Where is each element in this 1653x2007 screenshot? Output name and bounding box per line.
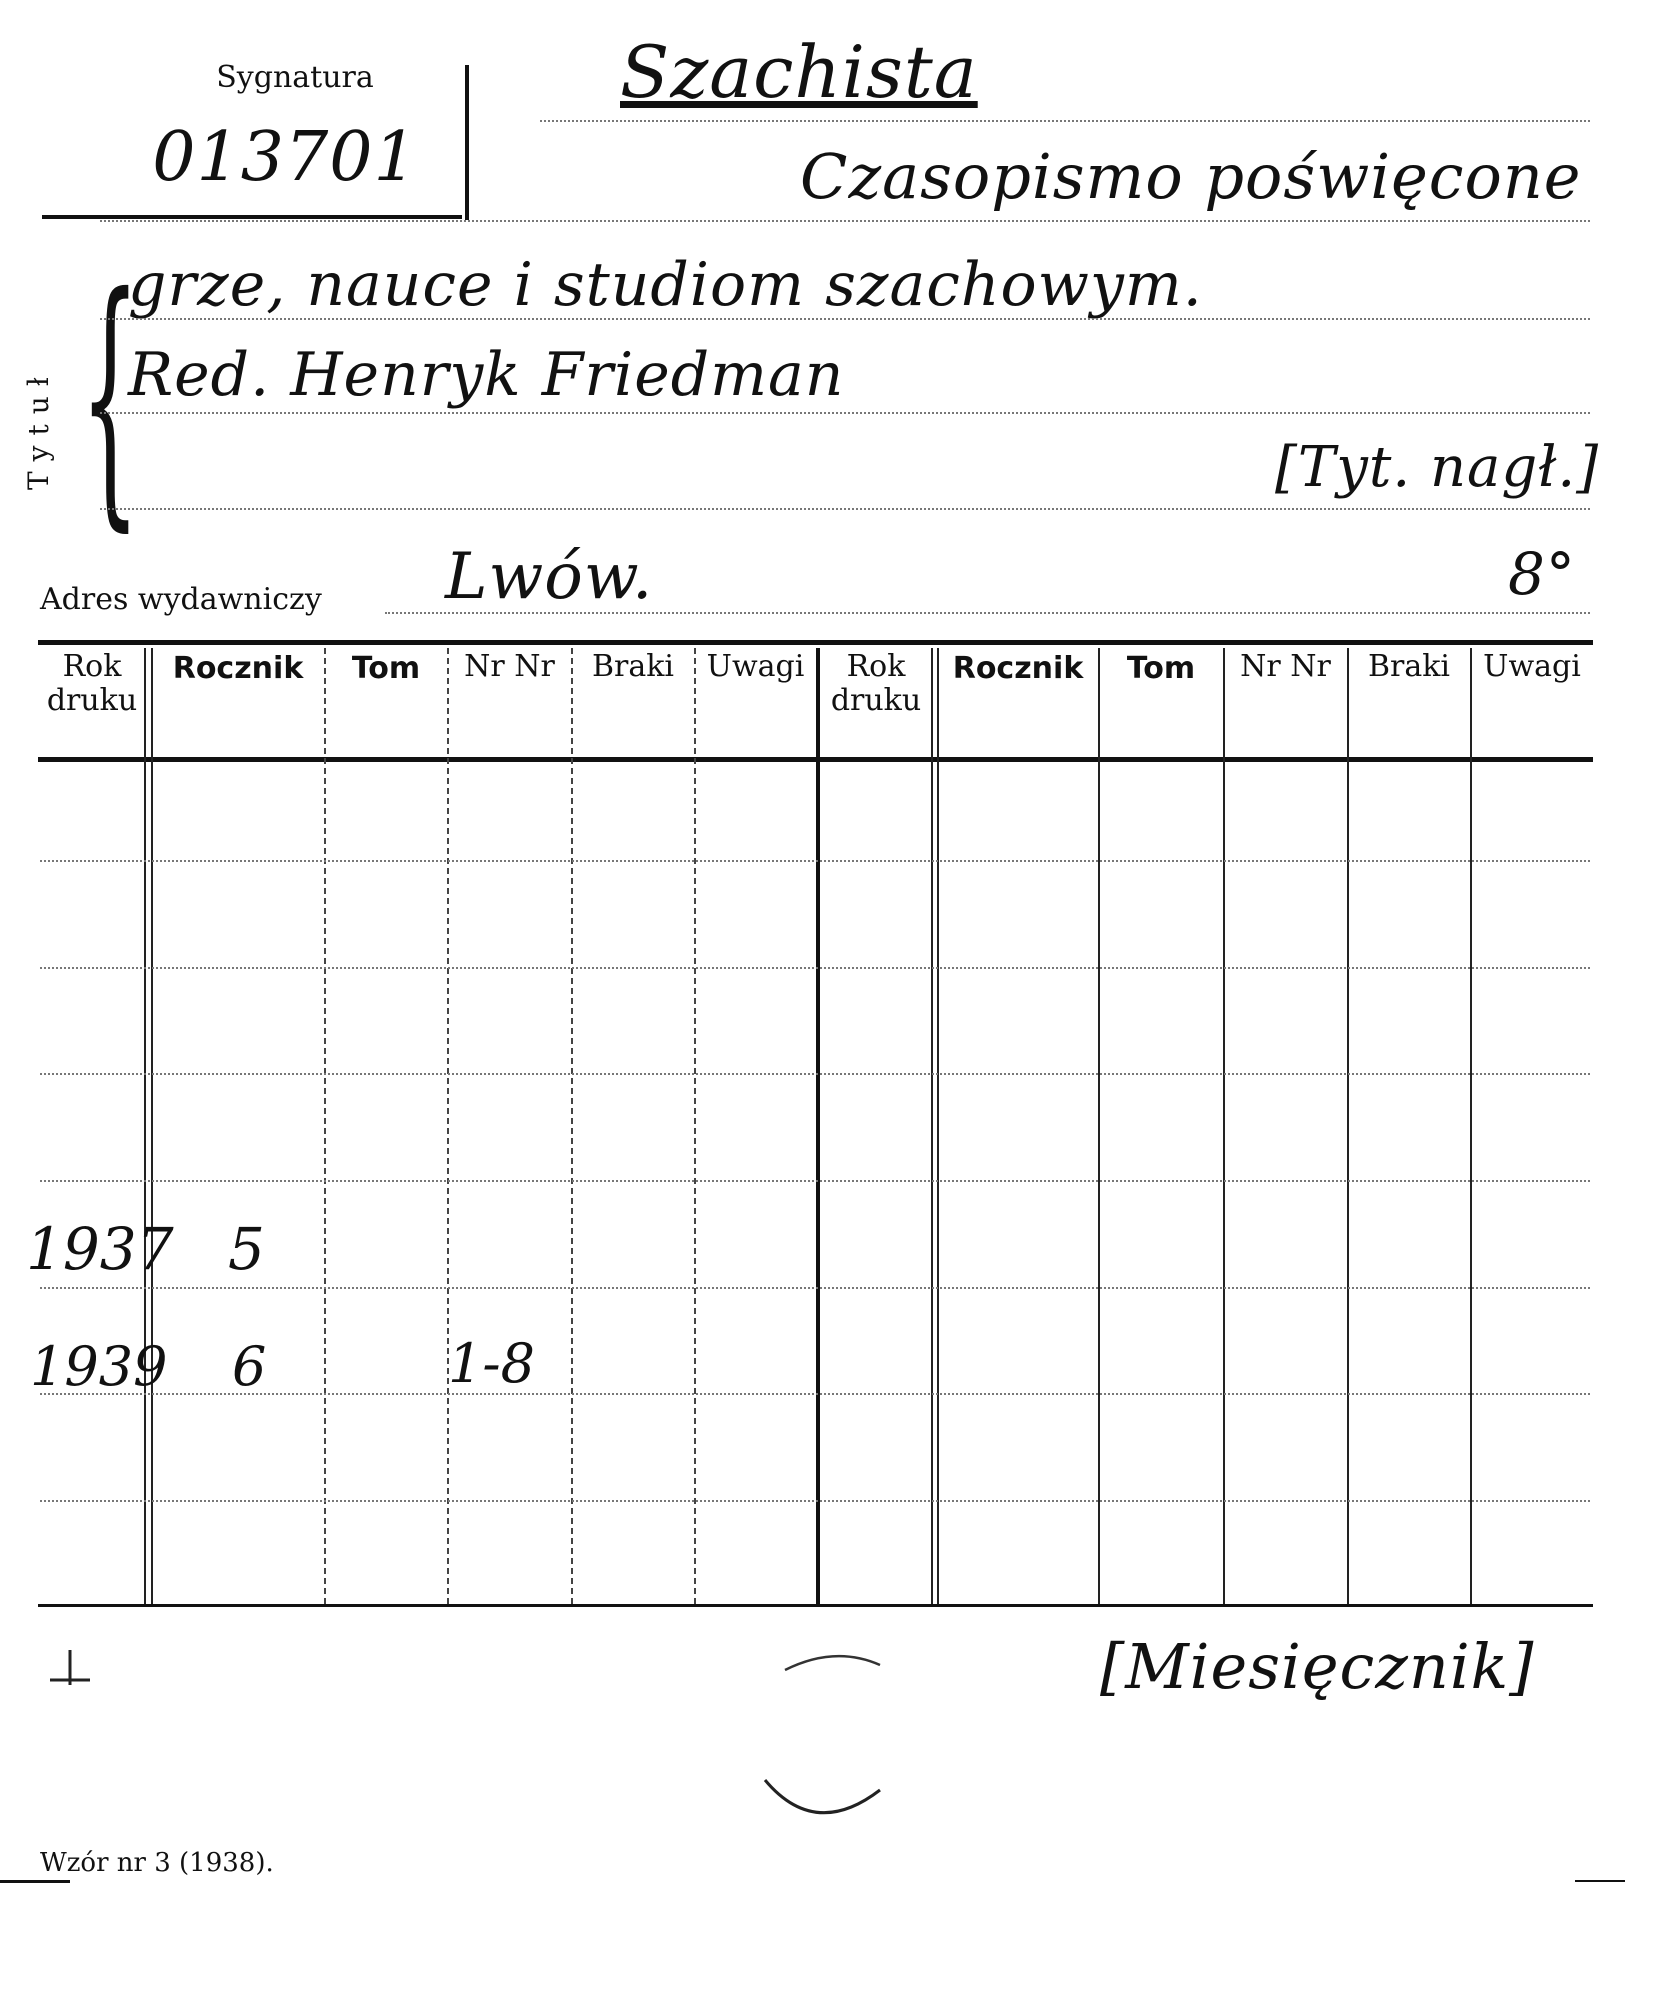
- row-1-volume: 5: [228, 1215, 265, 1283]
- table-bottom-rule: [38, 1604, 1593, 1607]
- row-2-numbers: 1-8: [448, 1332, 535, 1395]
- header-uwagi-left: Uwagi: [706, 649, 805, 684]
- title-dotted-line-5: [100, 508, 1590, 510]
- row-guide-6: [40, 1393, 1590, 1395]
- footer-form-label: Wzór nr 3 (1938).: [40, 1848, 274, 1878]
- header-rocznik-right: Rocznik: [952, 651, 1084, 686]
- row-guide-3: [40, 1073, 1590, 1075]
- header-nrnr-right: Nr Nr: [1240, 649, 1331, 684]
- row-2-volume: 6: [232, 1335, 267, 1398]
- title-label: Tytuł: [22, 367, 55, 490]
- col-sep-r5: [1470, 648, 1472, 1604]
- title-note: [Tyt. nagł.]: [1275, 435, 1600, 500]
- header-braki-left: Braki: [591, 649, 675, 684]
- title-dotted-line-1: [540, 120, 1590, 122]
- table-center-divider: [816, 648, 820, 1604]
- address-label: Adres wydawniczy: [40, 582, 322, 617]
- row-guide-4: [40, 1180, 1590, 1182]
- col-sep-r1a: [931, 648, 933, 1604]
- row-guide-1: [40, 860, 1590, 862]
- title-dotted-line-3: [100, 318, 1590, 320]
- col-sep-r3: [1223, 648, 1225, 1604]
- frequency-note: [Miesięcznik]: [1100, 1630, 1535, 1703]
- title-main: Szachista: [620, 30, 978, 114]
- header-rocznik-left: Rocznik: [172, 651, 304, 686]
- pencil-mark: [40, 1640, 100, 1690]
- title-brace: {: [80, 239, 141, 554]
- header-rok-druku-left: Rok druku: [46, 649, 138, 718]
- row-guide-2: [40, 967, 1590, 969]
- address-value: Lwów.: [445, 540, 654, 614]
- footer-left-edge-mark: [0, 1880, 70, 1883]
- header-nrnr-left: Nr Nr: [464, 649, 555, 684]
- header-rok-druku-right: Rok druku: [830, 649, 922, 718]
- title-line-2: grze, nauce i studiom szachowym.: [128, 250, 1203, 320]
- header-tom-right: Tom: [1126, 651, 1196, 686]
- header-braki-right: Braki: [1367, 649, 1451, 684]
- title-line-3: Red. Henryk Friedman: [128, 340, 845, 410]
- header-tom-left: Tom: [351, 651, 421, 686]
- title-line-1: Czasopismo poświęcone: [800, 140, 1582, 213]
- row-guide-5: [40, 1287, 1590, 1289]
- signature-label: Sygnatura: [216, 60, 374, 95]
- signature-underline: [42, 215, 462, 219]
- title-dotted-line-4: [100, 412, 1590, 414]
- row-2-year: 1939: [30, 1335, 168, 1398]
- address-dotted-line: [385, 612, 1590, 614]
- header-uwagi-right: Uwagi: [1483, 649, 1581, 684]
- signature-divider: [465, 65, 469, 220]
- row-guide-7: [40, 1500, 1590, 1502]
- col-sep-l1a: [144, 648, 146, 1604]
- title-dotted-line-2: [100, 220, 1590, 222]
- col-sep-l5: [694, 648, 696, 1604]
- col-sep-r1b: [937, 648, 939, 1604]
- row-1-year: 1937: [26, 1215, 174, 1283]
- table-top-rule: [38, 640, 1593, 645]
- col-sep-l2: [324, 648, 326, 1604]
- col-sep-r2: [1098, 648, 1100, 1604]
- punch-hole-mark-bottom: [760, 1770, 890, 1840]
- signature-value: 013701: [152, 118, 418, 197]
- col-sep-r4: [1347, 648, 1349, 1604]
- col-sep-l3: [447, 648, 449, 1604]
- address-format: 8°: [1508, 540, 1576, 608]
- col-sep-l1b: [151, 648, 153, 1604]
- footer-right-edge-mark: [1575, 1880, 1625, 1882]
- col-sep-l4: [571, 648, 573, 1604]
- punch-hole-mark-top: [780, 1640, 890, 1680]
